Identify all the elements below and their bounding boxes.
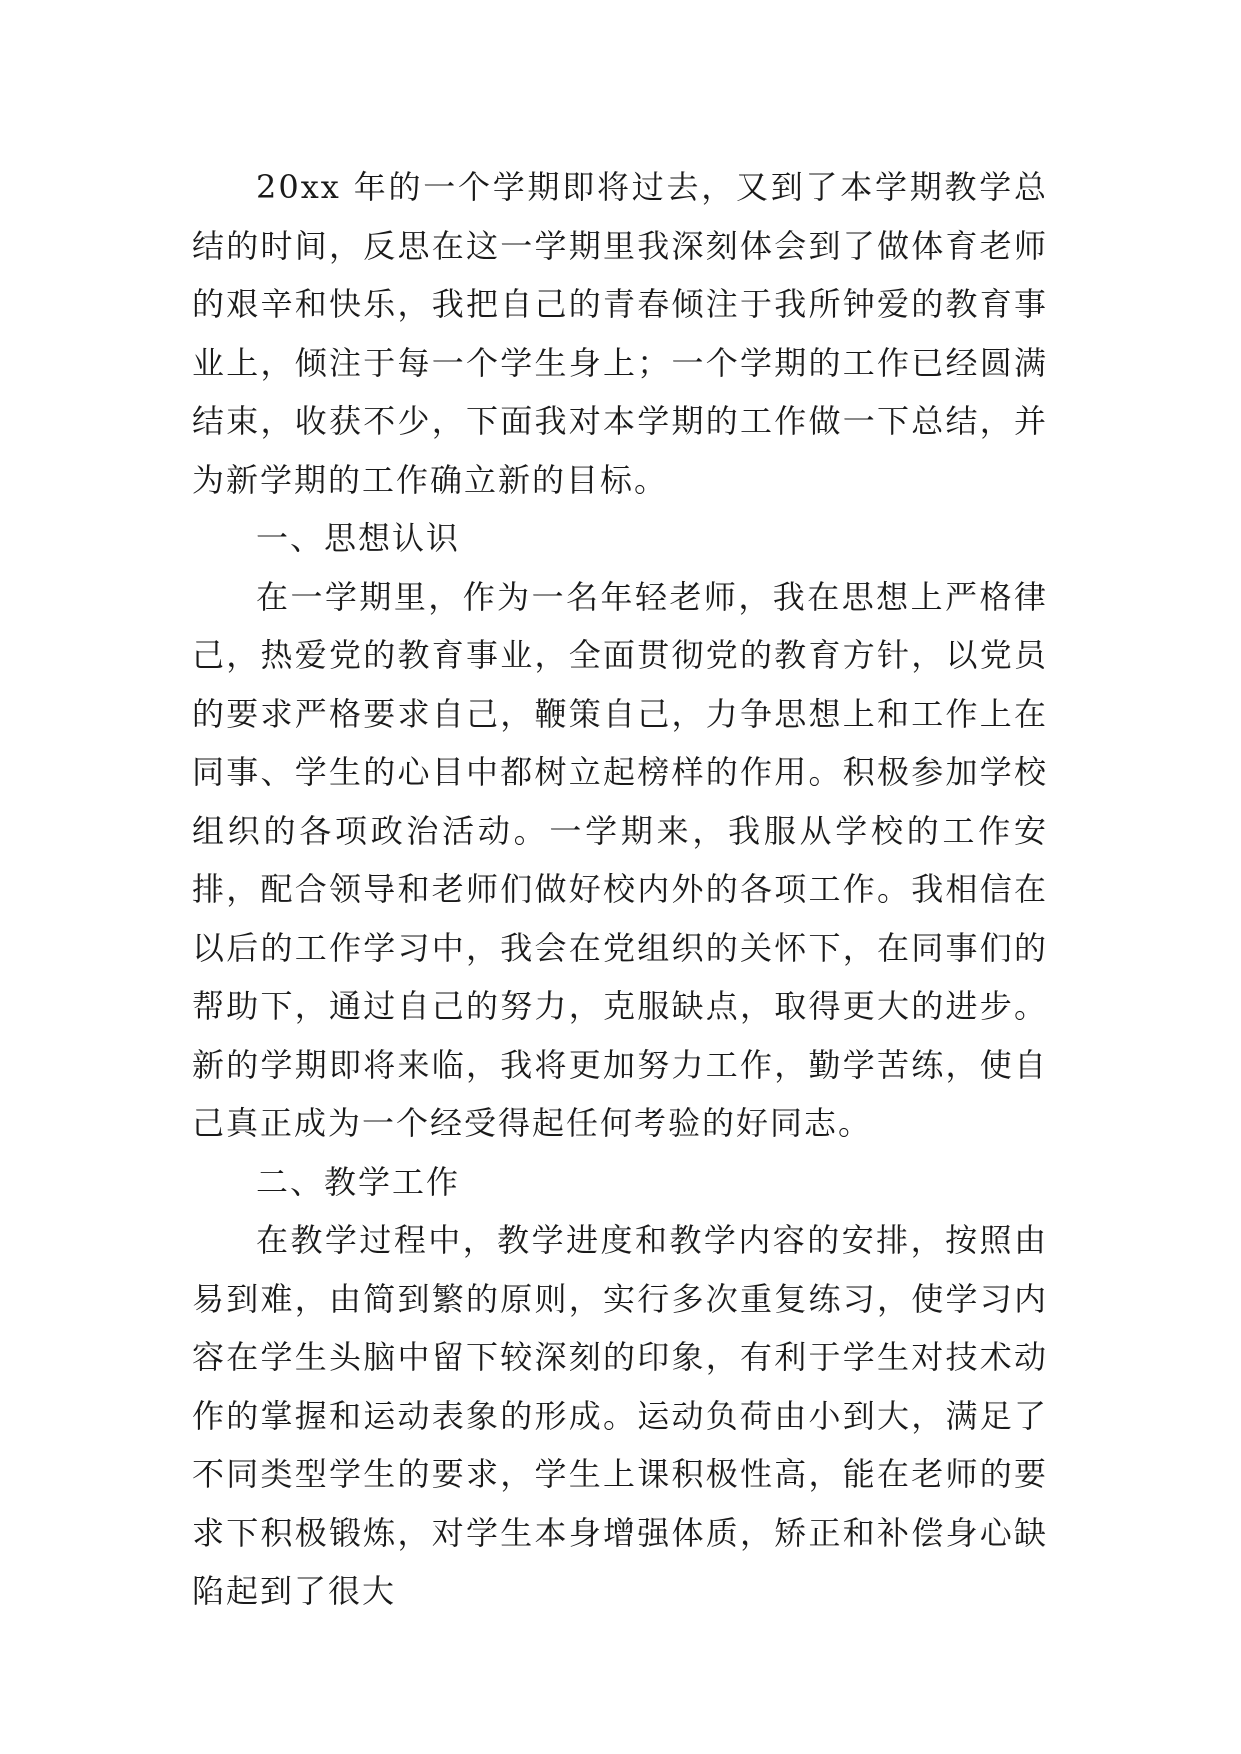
document-body bbox=[192, 158, 1048, 1621]
section-heading-teaching: 二、教学工作 bbox=[256, 1162, 461, 1201]
teaching-paragraph: 在教学过程中，教学进度和教学内容的安排，按照由易到难，由简到繁的原则，实行多次重复练习，使学习内容在学生头脑中留下较深刻的印象，有利于学生对技术动作的掌握和运动表象的形成。运动负荷由小到大，满足了不同类型学生的要求，学生上课积极性高，能在老师的要求下积极锻炼，对学生本身增强体质，矫正和补偿身心缺陷起到了很大 bbox=[192, 1221, 1048, 1610]
section-heading-ideology: 一、思想认识 bbox=[256, 519, 461, 557]
intro-paragraph: 20xx 年的一个学期即将过去，又到了本学期教学总结的时间，反思在这一学期里我深刻体会到了做体育老师的艰辛和快乐，我把自己的青春倾注于我所钟爱的教育事业上，倾注于每一个学生身上；一个学期的工作已经圆满结束，收获不少，下面我对本学期的工作做一下总结，并为新学期的工作确立新的目标。 bbox=[192, 168, 1048, 499]
ideology-paragraph: 在一学期里，作为一名年轻老师，我在思想上严格律己，热爱党的教育事业，全面贯彻党的教育方针，以党员的要求严格要求自己，鞭策自己，力争思想上和工作上在同事、学生的心目中都树立起榜样的作用。积极参加学校组织的各项政治活动。一学期来，我服从学校的工作安排，配合领导和老师们做好校内外的各项工作。我相信在以后的工作学习中，我会在党组织的关怀下，在同事们的帮助下，通过自己的努力，克服缺点，取得更大的进步。新的学期即将来临，我将更加努力工作，勤学苦练，使自己真正成为一个经受得起任何考验的好同志。 bbox=[192, 577, 1048, 1142]
